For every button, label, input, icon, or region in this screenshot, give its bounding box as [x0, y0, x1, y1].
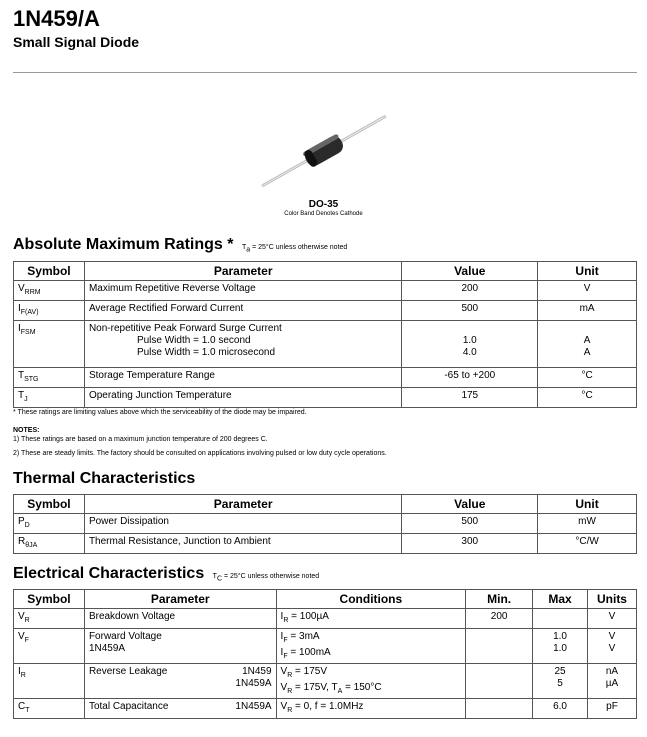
table-row: $I_{FSM}$ Non-repetitive Peak Forward Surge Current Pulse Width = 1.0 second Pulse Width = 1.0 microsecond 1.0 4.0 A A [14, 321, 637, 368]
electrical-table [13, 589, 637, 719]
package-note: Color Band Denotes Cathode [284, 211, 363, 217]
table-header-row: Symbol Parameter Value Unit [14, 262, 637, 281]
package-name: DO-35 [308, 199, 339, 210]
notes-heading: NOTES: [13, 427, 40, 434]
note-2: 2) These are steady limits. The factory should be consulted on applications involving pulsed or low duty cycle operations. [13, 450, 387, 457]
electrical-condition: $T_C = 25^\circ C$ unless otherwise noted [212, 573, 320, 583]
part-number-title: 1N459/A [13, 6, 100, 31]
electrical-heading: Electrical Characteristics $T_C = 25^\circ C$ unless otherwise noted [13, 565, 320, 583]
table-row: $T_J$ Operating Junction Temperature 175 °C [14, 388, 637, 408]
part-subtitle: Small Signal Diode [13, 34, 140, 50]
thermal-heading: Thermal Characteristics [13, 470, 196, 487]
abs-max-table [13, 261, 637, 408]
table-row: $T_{STG}$ Storage Temperature Range -65 to +200 °C [14, 368, 637, 388]
table-row: $R_{\theta JA}$ Thermal Resistance, Junction to Ambient 300 °C/W [14, 534, 637, 554]
thermal-table [13, 494, 637, 554]
abs-max-condition: $T_a = 25^\circ C$ unless otherwise noted [241, 244, 348, 254]
table-row: $C_T$ Total Capacitance 1N459A $V_R = 0$, f = 1.0MHz 6.0 pF [14, 699, 637, 719]
ratings-footnote: * These ratings are limiting values above which the serviceability of the diode may be impaired. [13, 409, 307, 416]
diode-package-image [258, 112, 390, 190]
table-row: $V_F$ Forward Voltage 1N459A $I_F = 3mA$ $I_F = 100mA$ 1.0 1.0 V V [14, 629, 637, 664]
table-row: $I_R$ Reverse Leakage 1N459 1N459A $V_R = 175V$ $V_R = 175V$, $T_A = 150^\circ C$ 25 5 nA µA [14, 664, 637, 699]
table-row: $V_{RRM}$ Maximum Repetitive Reverse Voltage 200 V [14, 281, 637, 301]
table-row: $I_{F(AV)}$ Average Rectified Forward Current 500 mA [14, 301, 637, 321]
abs-max-heading: Absolute Maximum Ratings * $T_a = 25^\circ C$ unless otherwise noted [13, 236, 348, 254]
table-row: $P_D$ Power Dissipation 500 mW [14, 514, 637, 534]
table-header-row: Symbol Parameter Conditions Min. Max Units [14, 590, 637, 609]
table-header-row: Symbol Parameter Value Unit [14, 495, 637, 514]
header-divider [13, 72, 637, 73]
table-row: $V_R$ Breakdown Voltage $I_R = 100\mu A$ 200 V [14, 609, 637, 629]
note-1: 1) These ratings are based on a maximum junction temperature of 200 degrees C. [13, 436, 268, 443]
